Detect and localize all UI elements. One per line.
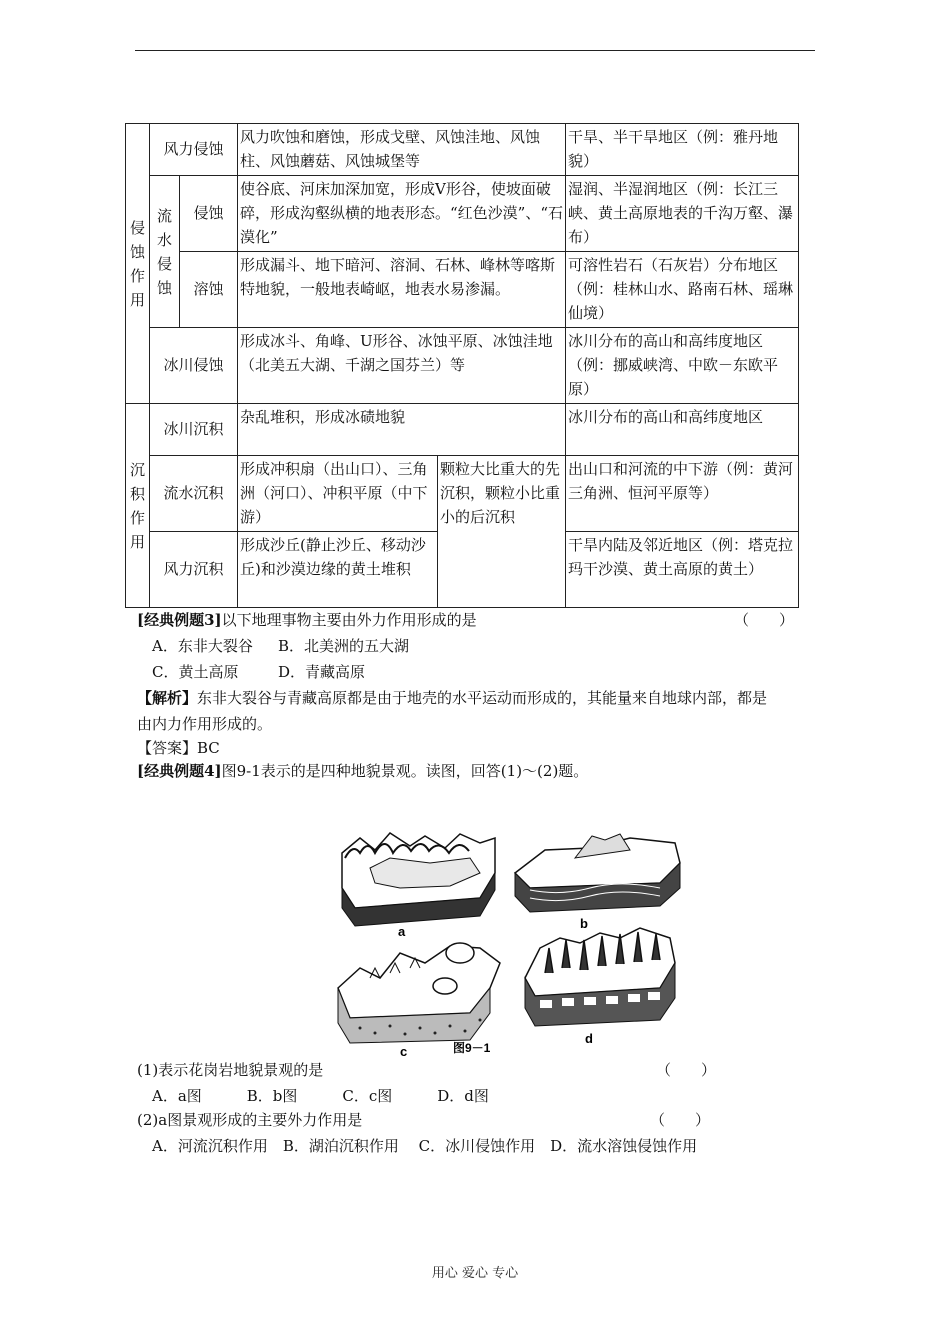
row-name: 溶蚀 xyxy=(180,252,238,328)
panel-d xyxy=(525,928,675,1046)
row-region: 可溶性岩石（石灰岩）分布地区（例：桂林山水、路南石林、瑶琳仙境） xyxy=(566,252,799,328)
page-footer: 用心 爱心 专心 xyxy=(431,1266,519,1281)
vertical-char: 蚀 xyxy=(129,242,145,261)
row-name: 冰川侵蚀 xyxy=(150,328,238,404)
vertical-char: 侵 xyxy=(129,218,145,237)
row-region: 干旱内陆及邻近地区（例：塔克拉玛干沙漠、黄土高原的黄土） xyxy=(566,532,799,608)
row-desc: 使谷底、河床加深加宽，形成V形谷，使坡面破碎，形成沟壑纵横的地表形态。“红色沙漠”、“石漠化” xyxy=(238,176,566,252)
row-name: 侵蚀 xyxy=(180,176,238,252)
header-rule xyxy=(135,50,815,51)
row-name: 风力沉积 xyxy=(150,532,238,608)
figure-caption: 图9－1 xyxy=(453,1041,491,1055)
option-c: C．黄土高原 xyxy=(152,663,239,681)
table-row xyxy=(126,456,799,532)
answer-line: 【答案】BC xyxy=(137,739,220,757)
landform-illustration xyxy=(330,828,685,1060)
example3-question: [经典例题3]以下地理事物主要由外力作用形成的是 xyxy=(137,611,477,629)
vertical-char: 用 xyxy=(129,532,145,551)
table-row xyxy=(126,252,799,328)
answer-paren: （ ） xyxy=(650,1111,711,1129)
panel-b xyxy=(515,834,680,931)
row-region: 干旱、半干旱地区（例：雅丹地貌） xyxy=(566,124,799,176)
row-desc: 形成沙丘(静止沙丘、移动沙丘)和沙漠边缘的黄土堆积 xyxy=(238,532,438,608)
vertical-char: 用 xyxy=(129,290,145,309)
option-a: A．东非大裂谷 xyxy=(152,637,253,655)
table-row xyxy=(126,328,799,404)
panel-label: c xyxy=(400,1044,408,1059)
answer-paren: （ ） xyxy=(734,611,795,629)
panel-label: b xyxy=(580,916,588,931)
question-1: (1)表示花岗岩地貌景观的是 xyxy=(137,1061,324,1079)
option-b: B．北美洲的五大湖 xyxy=(278,637,410,655)
row-desc: 形成冲积扇（出山口）、三角洲（河口）、冲积平原（中下游） xyxy=(238,456,438,532)
panel-label: d xyxy=(585,1031,593,1046)
row-desc: 杂乱堆积，形成冰碛地貌 xyxy=(238,404,566,456)
table-row xyxy=(126,124,799,176)
option-d: D．青藏高原 xyxy=(278,663,366,681)
row-desc: 风力吹蚀和磨蚀，形成戈壁、风蚀洼地、风蚀柱、风蚀蘑菇、风蚀城堡等 xyxy=(238,124,566,176)
vertical-char: 蚀 xyxy=(156,278,172,297)
example4-intro: [经典例题4]图9-1表示的是四种地貌景观。读图，回答(1)～(2)题。 xyxy=(137,762,589,780)
subgroup-water-erosion xyxy=(150,176,180,328)
analysis-line: 【解析】东非大裂谷与青藏高原都是由于地壳的水平运动而形成的，其能量来自地球内部，都是 xyxy=(137,689,768,707)
row-desc: 形成冰斗、角峰、U形谷、冰蚀平原、冰蚀洼地（北美五大湖、千湖之国芬兰）等 xyxy=(238,328,566,404)
question-2: (2)a图景观形成的主要外力作用是 xyxy=(137,1111,363,1129)
answer-paren: （ ） xyxy=(656,1061,717,1079)
vertical-char: 沉 xyxy=(129,460,145,479)
analysis-line: 由内力作用形成的。 xyxy=(137,715,273,733)
row-region: 冰川分布的高山和高纬度地区（例：挪威峡湾、中欧－东欧平原） xyxy=(566,328,799,404)
vertical-char: 作 xyxy=(129,508,145,527)
row-name: 冰川沉积 xyxy=(150,404,238,456)
group-erosion xyxy=(126,124,150,404)
panel-a xyxy=(342,833,495,939)
row-region: 冰川分布的高山和高纬度地区 xyxy=(566,404,799,456)
vertical-char: 流 xyxy=(156,206,172,225)
landform-figure xyxy=(330,828,685,1060)
row-region: 湿润、半湿润地区（例：长江三峡、黄土高原地表的千沟万壑、瀑布） xyxy=(566,176,799,252)
landform-table xyxy=(125,123,799,608)
panel-label: a xyxy=(398,924,406,939)
vertical-char: 侵 xyxy=(156,254,172,273)
question-1-options: A．a图 B．b图 C．c图 D．d图 xyxy=(152,1087,489,1105)
vertical-char: 水 xyxy=(156,230,172,249)
question-2-options: A．河流沉积作用 B．湖泊沉积作用 C．冰川侵蚀作用 D．流水溶蚀侵蚀作用 xyxy=(152,1137,698,1155)
row-desc: 形成漏斗、地下暗河、溶洞、石林、峰林等喀斯特地貌，一般地表崎岖，地表水易渗漏。 xyxy=(238,252,566,328)
row-name: 流水沉积 xyxy=(150,456,238,532)
table-row xyxy=(126,176,799,252)
row-note: 颗粒大比重大的先沉积，颗粒小比重小的后沉积 xyxy=(438,456,566,608)
group-deposition xyxy=(126,404,150,608)
table-row xyxy=(126,404,799,456)
row-region: 出山口和河流的中下游（例：黄河三角洲、恒河平原等） xyxy=(566,456,799,532)
vertical-char: 积 xyxy=(129,484,145,503)
vertical-char: 作 xyxy=(129,266,145,285)
row-name: 风力侵蚀 xyxy=(150,124,238,176)
